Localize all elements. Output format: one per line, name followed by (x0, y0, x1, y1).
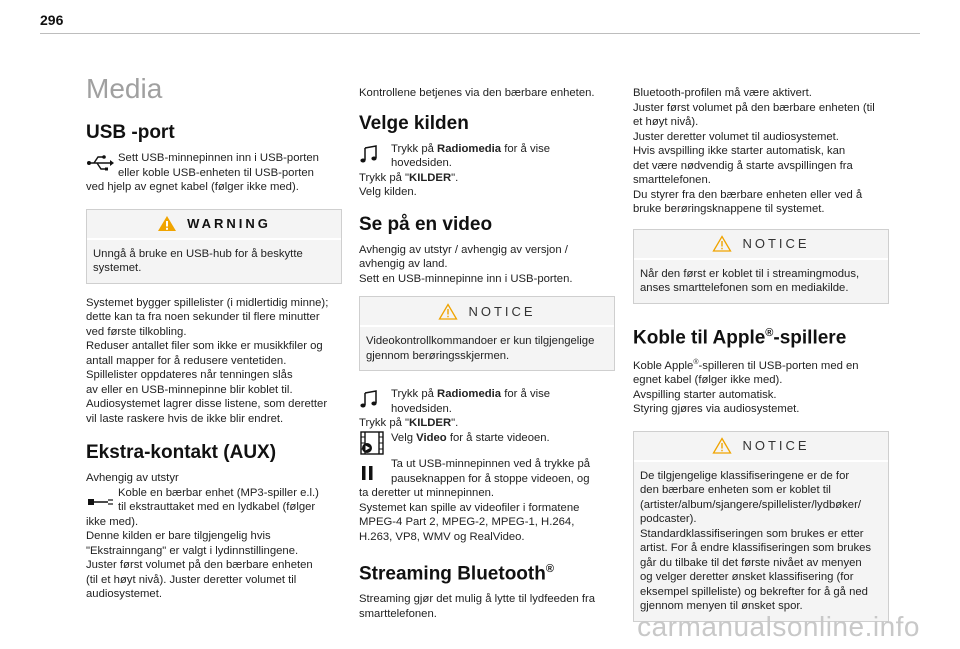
velge-paragraph: Trykk på Radiomedia for å vise hovedsiden. Trykk på "KILDER". Velg kilden. (359, 142, 551, 198)
column-3 (633, 86, 889, 634)
notice-icon (438, 303, 458, 320)
aux-heading: Ekstra-kontakt (AUX) (86, 442, 277, 463)
playlist-paragraph: Systemet bygger spillelister (i midlertidig minne); dette kan ta fra noen sekunder til flere minutter ved første tilkobling. Reduser antallet filer som ikke er musikkfiler og antall mapper for å redusere ventetiden. Spillelister oppdateres når tenningen slås av eller en USB-minnepinne blir koblet til. Audiosystemet lagrer disse listene, som deretter vil laste raskere hvis de ikke blir endret. (86, 296, 329, 425)
apple-notice-title: NOTICE (742, 438, 810, 454)
bluetooth-continued: Bluetooth-profilen må være aktivert. Juster først volumet på den bærbare enheten (til et høyt nivå). Juster deretter volumet til audiosystemet. Hvis avspilling ikke starter automatisk, kan det være nødvendig å starte avspillingen fra smarttelefonen. Du styrer fra den bærbare enheten eller ved å bruke berøringsknappene til systemet. (633, 87, 875, 215)
video-film-icon (359, 431, 387, 455)
video-notice-body: Videokontrollkommandoer er kun tilgjengelige gjennom berøringsskjermen. (366, 335, 595, 362)
streaming-notice-title: NOTICE (742, 236, 810, 251)
apple-heading: Koble til Apple®-spillere (633, 326, 847, 348)
warning-body: Unngå å bruke en USB-hub for å beskytte systemet. (93, 247, 303, 274)
video-notice-box (359, 296, 615, 371)
header-divider (40, 33, 920, 34)
notice-icon (712, 437, 732, 454)
velge-heading: Velge kilden (359, 112, 469, 134)
apple-notice-box (633, 431, 889, 622)
video-heading: Se på en video (359, 213, 493, 235)
music-note-icon (359, 389, 387, 409)
apple-notice-body: De tilgjengelige klassifiseringene er de for den bærbare enheten som er koblet til (artister/album/sjangere/spillelister/lydbøker/ podcaster). Standardklassifiseringen som brukes er etter artist. For å endre klassifiseringen som brukes går du tilbake til det første nivået av menyen og velger deretter ønsket klassifisering (for eksempel spilleliste) og bekrefter for å gå ned gjennom menyen til ønsket spor. (640, 469, 872, 613)
usb-heading: USB -port (86, 122, 175, 143)
warning-box (86, 209, 342, 284)
video-notice-header (360, 297, 614, 327)
video-paragraph: Avhengig av utstyr / avhengig av versjon / avhengig av land. Sett en USB-minnepinne inn i USB-porten. (359, 243, 573, 285)
page-number: 296 (40, 12, 64, 28)
apple-notice-header (634, 432, 888, 462)
bluetooth-paragraph: Streaming gjør det mulig å lytte til lydfeeden fra smarttelefonen. (359, 593, 596, 620)
bluetooth-heading: Streaming Bluetooth® (359, 563, 554, 585)
music-note-icon (359, 144, 387, 164)
video-notice-title: NOTICE (468, 303, 536, 319)
video-steps: Trykk på Radiomedia for å vise hovedsiden. Trykk på "KILDER". Velg Video for å starte videoen. Ta ut USB-minnepinnen ved å trykke på pauseknappen for å stoppe videoen, og ta deretter ut minnepinnen. Systemet kan spille av videofiler i formatene MPEG-4 Part 2, MPEG-2, MPEG-1, H.264, H.263, VP8, WMV og RealVideo. (359, 388, 591, 543)
section-title: Media (86, 73, 163, 104)
warning-icon (157, 215, 177, 232)
streaming-notice-box (633, 229, 889, 304)
streaming-notice-header (634, 230, 888, 260)
streaming-notice-body: Når den først er koblet til i streamingmodus, anses smarttelefonen som en mediakilde. (640, 267, 860, 294)
warning-title: WARNING (187, 216, 271, 231)
usb-icon (86, 153, 114, 173)
column-1 (86, 74, 342, 602)
apple-paragraph: Koble Apple®-spilleren til USB-porten med en egnet kabel (følger ikke med). Avspilling starter automatisk. Styring gjøres via audiosystemet. (633, 358, 859, 416)
aux-cable-icon (86, 492, 114, 512)
pause-icon (359, 463, 387, 483)
notice-icon (712, 235, 732, 252)
aux-paragraph: Avhengig av utstyr Koble en bærbar enhet (MP3-spiller e.l.) til ekstrauttaket med en lydkabel (følger ikke med). Denne kilden er bare tilgjengelig hvis "Ekstrainngang" er valgt i lydinnstillingene. Juster først volumet på den bærbare enheten (til et høyt nivå). Juster deretter volumet til audiosystemet. (86, 472, 319, 600)
watermark: carmanualsonline.info (637, 611, 920, 642)
usb-paragraph: Sett USB-minnepinnen inn i USB-porten eller koble USB-enheten til USB-porten ved hjelp av egnet kabel (følger ikke med). (86, 152, 319, 193)
column-2 (359, 86, 615, 621)
intro-text: Kontrollene betjenes via den bærbare enheten. (359, 87, 595, 99)
warning-header (87, 210, 341, 240)
